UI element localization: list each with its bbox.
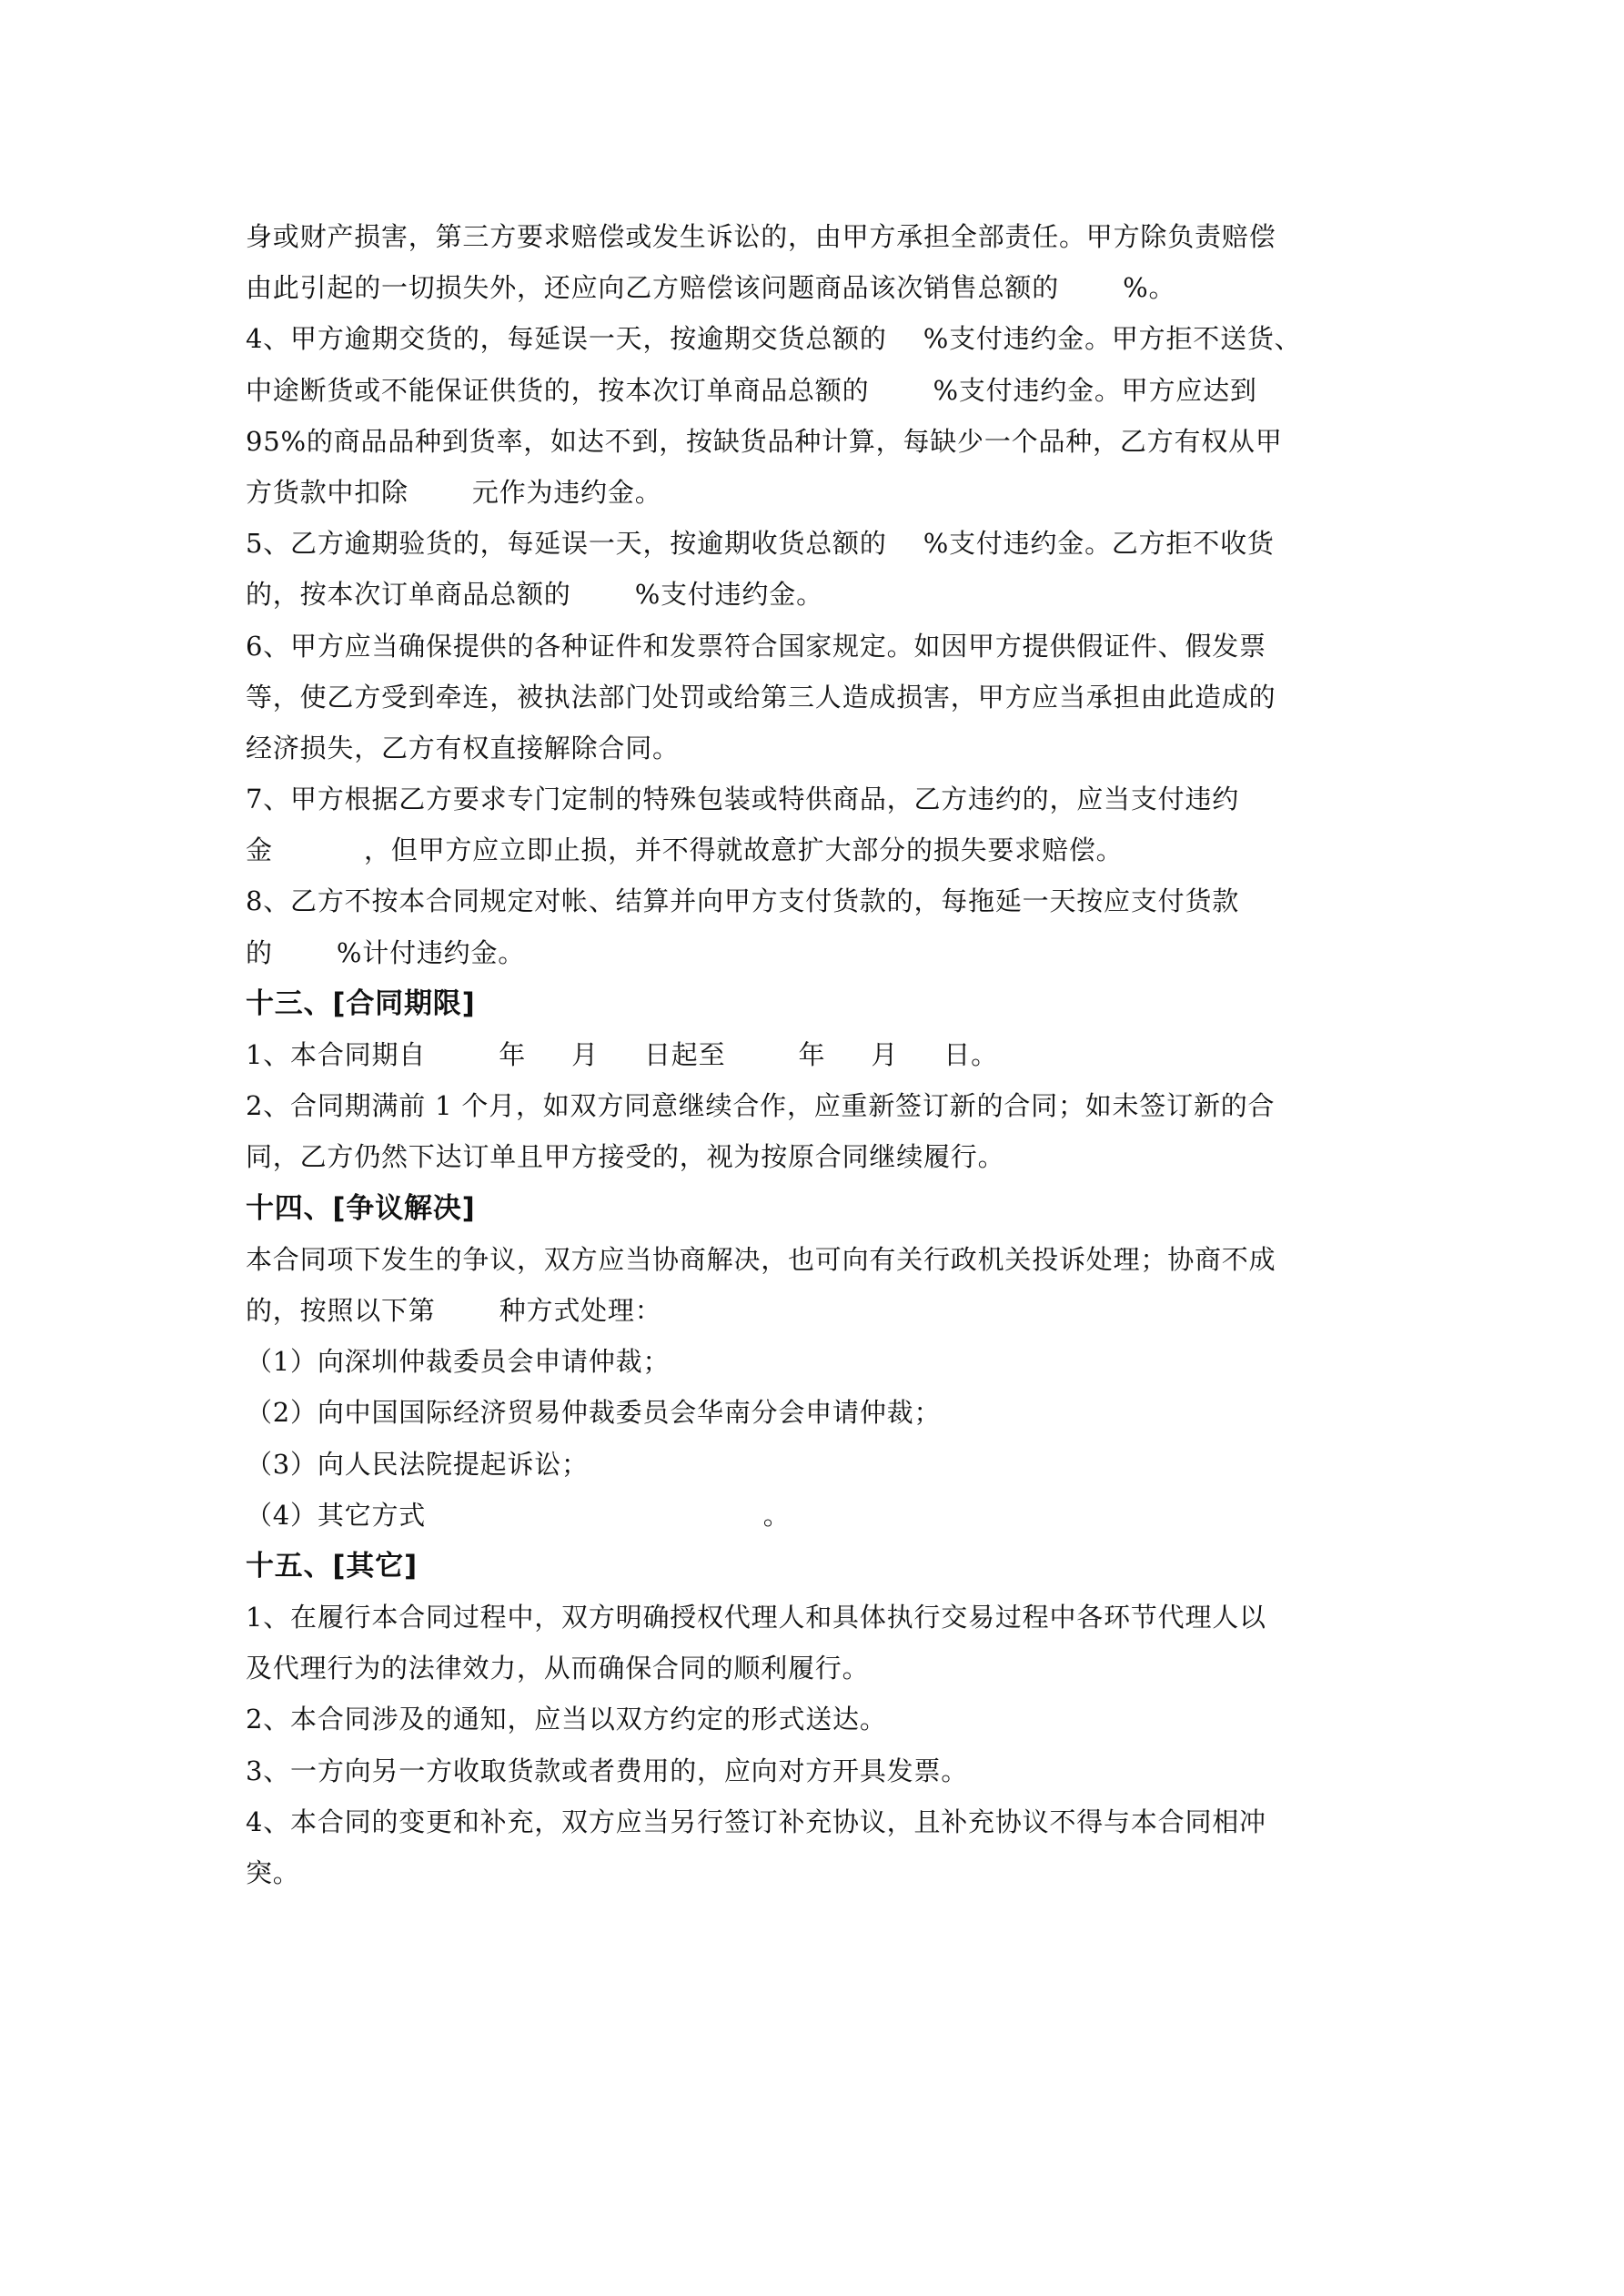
text-line: 由此引起的一切损失外，还应向乙方赔偿该问题商品该次销售总额的 %。 xyxy=(246,272,1176,304)
text-line: （4）其它方式 。 xyxy=(246,1499,791,1531)
text-line: 8、乙方不按本合同规定对帐、结算并向甲方支付货款的，每拖延一天按应支付货款 xyxy=(246,885,1240,917)
text-line: 1、在履行本合同过程中，双方明确授权代理人和具体执行交易过程中各环节代理人以 xyxy=(246,1602,1266,1633)
text-line: 的，按照以下第 种方式处理： xyxy=(246,1294,662,1326)
text-line: 4、甲方逾期交货的，每延误一天，按逾期交货总额的 %支付违约金。甲方拒不送货、 xyxy=(246,323,1302,355)
text-line: 2、本合同涉及的通知，应当以双方约定的形式送达。 xyxy=(246,1704,887,1735)
text-line: 身或财产损害，第三方要求赔偿或发生诉讼的，由甲方承担全部责任。甲方除负责赔偿 xyxy=(246,221,1276,252)
text-line: （3）向人民法院提起诉讼； xyxy=(246,1448,589,1480)
text-line: 6、甲方应当确保提供的各种证件和发票符合国家规定。如因甲方提供假证件、假发票 xyxy=(246,630,1266,662)
text-line: 突。 xyxy=(246,1857,300,1888)
text-line: 7、甲方根据乙方要求专门定制的特殊包装或特供商品，乙方违约的，应当支付违约 xyxy=(246,784,1240,815)
text-line: 金 ，但甲方应立即止损，并不得就故意扩大部分的损失要求赔偿。 xyxy=(246,834,1124,866)
text-line: （2）向中国国际经济贸易仲裁委员会华南分会申请仲裁； xyxy=(246,1397,942,1429)
section-heading-dispute-resolution: 十四、[争议解决] xyxy=(246,1191,476,1225)
text-line: 的，按本次订单商品总额的 %支付违约金。 xyxy=(246,579,823,611)
text-line: 等，使乙方受到牵连，被执法部门处罚或给第三人造成损害，甲方应当承担由此造成的 xyxy=(246,681,1276,713)
text-line: （1）向深圳仲裁委员会申请仲裁； xyxy=(246,1346,671,1378)
text-line: 及代理行为的法律效力，从而确保合同的顺利履行。 xyxy=(246,1653,870,1684)
text-line: 的 %计付违约金。 xyxy=(246,936,526,968)
text-line: 2、合同期满前 1 个月，如双方同意继续合作，应重新签订新的合同；如未签订新的合 xyxy=(246,1090,1276,1122)
text-line: 4、本合同的变更和补充，双方应当另行签订补充协议，且补充协议不得与本合同相冲 xyxy=(246,1805,1266,1837)
text-line: 95%的商品品种到货率，如达不到，按缺货品种计算，每缺少一个品种，乙方有权从甲 xyxy=(246,425,1283,457)
text-line: 经济损失，乙方有权直接解除合同。 xyxy=(246,732,680,764)
text-line: 3、一方向另一方收取货款或者费用的，应向对方开具发票。 xyxy=(246,1755,969,1786)
text-line: 同，乙方仍然下达订单且甲方接受的，视为按原合同继续履行。 xyxy=(246,1141,1005,1173)
text-line: 本合同项下发生的争议，双方应当协商解决，也可向有关行政机关投诉处理；协商不成 xyxy=(246,1243,1276,1275)
text-line: 5、乙方逾期验货的，每延误一天，按逾期收货总额的 %支付违约金。乙方拒不收货 xyxy=(246,528,1275,560)
section-heading-contract-term: 十三、[合同期限] xyxy=(246,986,476,1020)
text-line: 1、本合同期自 年 月 日起至 年 月 日。 xyxy=(246,1039,998,1070)
text-line: 方货款中扣除 元作为违约金。 xyxy=(246,476,662,508)
text-line: 中途断货或不能保证供货的，按本次订单商品总额的 %支付违约金。甲方应达到 xyxy=(246,374,1257,406)
section-heading-other: 十五、[其它] xyxy=(246,1549,418,1583)
